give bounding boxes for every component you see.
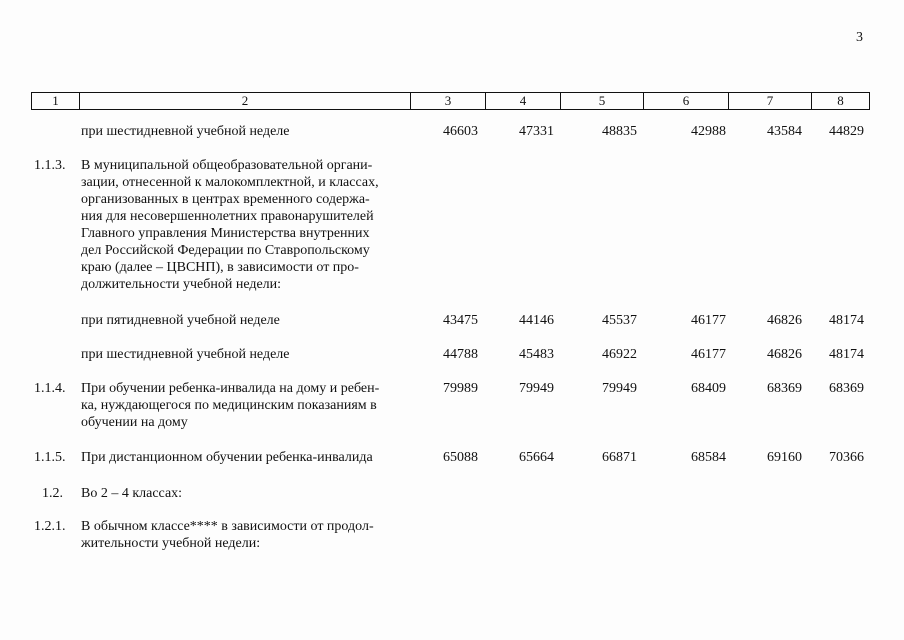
row-text: При обучении ребенка-инвалида на дому и ребен- ка, нуждающегося по медицинским показаниям в обучении на дому — [81, 381, 380, 430]
row-text: при шестидневной учебной неделе — [81, 347, 290, 362]
header-cell: 8 — [811, 93, 869, 109]
header-cell: 2 — [79, 93, 410, 109]
value-cell: 46922 — [602, 347, 637, 362]
value-cell: 44788 — [443, 347, 478, 362]
value-cell: 68369 — [829, 381, 864, 396]
value-cell: 46177 — [691, 313, 726, 328]
value-cell: 46826 — [767, 313, 802, 328]
value-cell: 43475 — [443, 313, 478, 328]
row-text: Во 2 – 4 классах: — [81, 486, 183, 501]
row-text: при шестидневной учебной неделе — [81, 124, 290, 139]
value-cell: 48174 — [829, 347, 864, 362]
row-number: 1.1.5. — [34, 450, 66, 465]
value-cell: 68584 — [691, 450, 726, 465]
header-cell: 3 — [410, 93, 485, 109]
value-cell: 44146 — [519, 313, 554, 328]
header-cell: 5 — [560, 93, 643, 109]
row-number: 1.1.3. — [34, 158, 66, 173]
value-cell: 65088 — [443, 450, 478, 465]
value-cell: 42988 — [691, 124, 726, 139]
header-cell: 6 — [643, 93, 728, 109]
value-cell: 44829 — [829, 124, 864, 139]
row-text: В обычном классе**** в зависимости от продол- жительности учебной недели: — [81, 519, 374, 551]
header-cell: 1 — [52, 93, 59, 108]
value-cell: 46826 — [767, 347, 802, 362]
row-text: В муниципальной общеобразовательной органи- зации, отнесенной к малокомплектной, и классах, организованных в центрах временного содержа- ния для несовершеннолетних правонарушителей Главного управления Министерства внутренних дел Российской Федерации по Ставропольскому краю (далее – ЦВСНП), в зависимости от про- должительности учебной недели: — [81, 158, 379, 292]
page-number: 3 — [856, 30, 863, 45]
value-cell: 48835 — [602, 124, 637, 139]
value-cell: 46177 — [691, 347, 726, 362]
row-text: при пятидневной учебной неделе — [81, 313, 280, 328]
value-cell: 47331 — [519, 124, 554, 139]
header-cell: 4 — [485, 93, 560, 109]
value-cell: 79949 — [602, 381, 637, 396]
value-cell: 79989 — [443, 381, 478, 396]
value-cell: 70366 — [829, 450, 864, 465]
table-header-row — [31, 92, 870, 110]
value-cell: 68369 — [767, 381, 802, 396]
header-cell: 7 — [728, 93, 811, 109]
value-cell: 43584 — [767, 124, 802, 139]
value-cell: 65664 — [519, 450, 554, 465]
value-cell: 45483 — [519, 347, 554, 362]
row-number: 1.1.4. — [34, 381, 66, 396]
value-cell: 45537 — [602, 313, 637, 328]
value-cell: 79949 — [519, 381, 554, 396]
row-number: 1.2. — [42, 486, 63, 501]
value-cell: 46603 — [443, 124, 478, 139]
row-text: При дистанционном обучении ребенка-инвалида — [81, 450, 373, 465]
value-cell: 66871 — [602, 450, 637, 465]
value-cell: 68409 — [691, 381, 726, 396]
row-number: 1.2.1. — [34, 519, 66, 534]
value-cell: 48174 — [829, 313, 864, 328]
value-cell: 69160 — [767, 450, 802, 465]
